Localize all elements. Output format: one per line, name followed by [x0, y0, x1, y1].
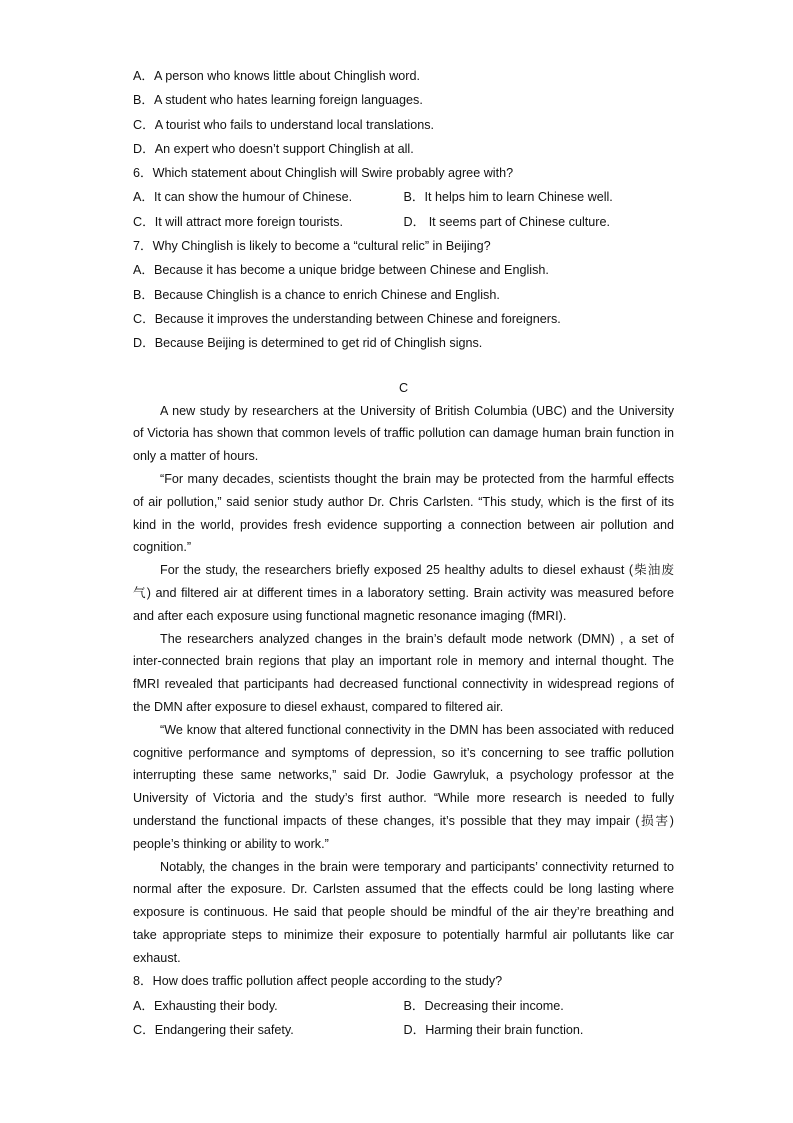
option-a: A．It can show the humour of Chinese. [133, 190, 353, 205]
option-a: A．Because it has become a unique bridge between Chinese and English. [133, 263, 549, 278]
option-b: B．Decreasing their income. [403, 998, 564, 1013]
option-b: B．A student who hates learning foreign languages. [133, 93, 423, 108]
paragraph: A new study by researchers at the University of British Columbia (UBC) and the University of Victoria has shown that common levels of traffic pollution can damage human brain function in only a matter of hours. [133, 403, 674, 464]
option-d: D．Harming their brain function. [403, 1023, 584, 1038]
option-b: B．Because Chinglish is a chance to enrich Chinese and English. [133, 287, 500, 302]
option-c: C．It will attract more foreign tourists. [133, 214, 343, 229]
paragraph: For the study, the researchers briefly exposed 25 healthy adults to diesel exhaust (柴油废气) and filtered air at different times in a laboratory setting. Brain activity was measured before and after each exposure using functional magnetic resonance imaging (fMRI). [133, 563, 674, 623]
question-stem: 6．Which statement about Chinglish will Swire probably agree with? [133, 166, 514, 181]
option-c: C．Endangering their safety. [133, 1023, 294, 1038]
option-d: D．Because Beijing is determined to get rid of Chinglish signs. [133, 336, 483, 351]
option-d: D． It seems part of Chinese culture. [403, 214, 610, 229]
option-c: C．A tourist who fails to understand local translations. [133, 117, 435, 132]
document-page [133, 64, 674, 1042]
question-7 [133, 234, 674, 355]
paragraph: “We know that altered functional connectivity in the DMN has been associated with reduced cognitive performance and symptoms of depression, so it’s concerning to see traffic pollution interrupting these same networks,” said Dr. Jodie Gawryluk, a psychology professor at the University of Victoria and the study’s first author. “While more research is needed to fully understand the functional impacts of these changes, it’s possible that they may impair (损害) people’s thinking or ability to work.” [133, 722, 674, 851]
paragraph: Notably, the changes in the brain were temporary and participants’ connectivity returned to normal after the exposure. Dr. Carlsten assumed that the effects could be long lasting where exposure is continuous. He said that people should be mindful of the air they’re breathing and take appropriate steps to minimize their exposure to potentially harmful air pollutants like car exhaust. [133, 859, 674, 965]
paragraph: The researchers analyzed changes in the brain’s default mode network (DMN) , a set of inter-connected brain regions that play an important role in memory and internal thought. The fMRI revealed that participants had decreased functional connectivity in widespread regions of the DMN after exposure to diesel exhaust, compared to filtered air. [133, 631, 674, 714]
option-a: A．Exhausting their body. [133, 998, 278, 1013]
question-stem: 7．Why Chinglish is likely to become a “cultural relic” in Beijing? [133, 239, 491, 254]
option-a: A．A person who knows little about Chinglish word. [133, 69, 421, 83]
question-stem: 8．How does traffic pollution affect people according to the study? [133, 974, 503, 989]
option-c: C．Because it improves the understanding between Chinese and foreigners. [133, 311, 561, 326]
option-b: B．It helps him to learn Chinese well. [403, 190, 613, 205]
question-6 [133, 161, 674, 234]
paragraph: “For many decades, scientists thought the brain may be protected from the harmful effects of air pollution,” said senior study author Dr. Chris Carlsten. “This study, which is the first of its kind in the world, provides fresh evidence supporting a connection between air pollution and cognition.” [133, 471, 674, 555]
passage-body [133, 400, 674, 970]
q5-options [133, 64, 674, 161]
option-d: D．An expert who doesn’t support Chinglish at all. [133, 141, 414, 156]
passage-letter: C [398, 380, 409, 395]
question-8 [133, 969, 674, 1042]
